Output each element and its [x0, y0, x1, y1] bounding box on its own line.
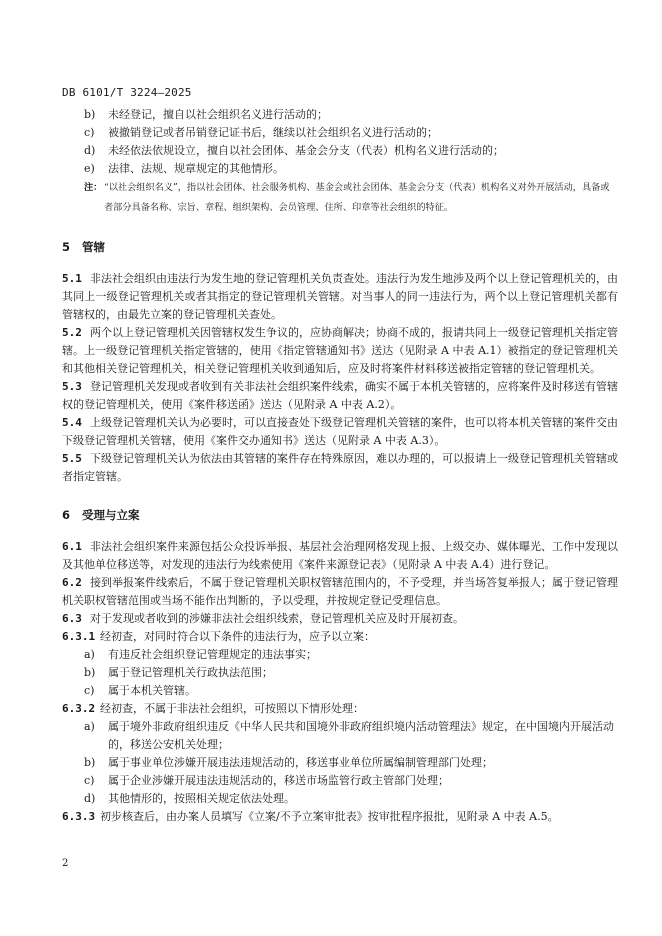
page-content — [62, 106, 618, 826]
list-item — [84, 682, 618, 700]
list-text: 未经依法依规设立，擅自以社会团体、基金会分支（代表）机构名义进行活动的； — [108, 144, 504, 157]
clause-number: 5.3 — [62, 380, 82, 393]
list-text: 法律、法规、规章规定的其他情形。 — [108, 162, 284, 175]
clause — [62, 324, 618, 378]
section-title: 受理与立案 — [82, 508, 140, 522]
clause-number: 6.3.2 — [62, 702, 96, 715]
clause — [62, 610, 618, 628]
clause-text: 经初查，对同时符合以下条件的违法行为，应予以立案： — [100, 630, 375, 643]
list-marker: e) — [84, 162, 95, 175]
list-text: 属于企业涉嫌开展违法违规活动的，移送市场监管行政主管部门处理； — [108, 774, 449, 787]
clause-number: 6.3.1 — [62, 630, 96, 643]
list-text: 被撤销登记或者吊销登记证书后，继续以社会组织名义进行活动的； — [108, 126, 438, 139]
section-number: 6 — [62, 508, 71, 522]
list-marker: b) — [84, 756, 96, 769]
clause-text: 初步核查后，由办案人员填写《立案/不予立案审批表》按审批程序报批，见附录 A 中表 A.5。 — [100, 810, 559, 823]
clause — [62, 450, 618, 486]
list-text: 属于境外非政府组织违反《中华人民共和国境外非政府组织境内活动管理法》规定，在中国境内开展活动的，移送公安机关处理； — [108, 720, 614, 751]
subclause — [62, 808, 618, 826]
clause-number: 5.5 — [62, 452, 82, 465]
list-marker: b) — [84, 666, 96, 679]
list-item — [84, 124, 618, 142]
clause-text: 非法社会组织案件来源包括公众投诉举报、基层社会治理网格发现上报、上级交办、媒体曝光、工作中发现以及其他单位移送等，对发现的违法行为线索使用《案件来源登记表》（见附录 A 中表 A.4）进行登记。 — [62, 540, 618, 571]
section-heading — [62, 506, 618, 524]
clause — [62, 574, 618, 610]
list-marker: a) — [84, 720, 95, 733]
note-label: 注： — [84, 182, 103, 193]
clause-number: 5.2 — [62, 326, 82, 339]
clause-text: 经初查，不属于非法社会组织，可按照以下情形处理： — [100, 702, 364, 715]
clause-text: 非法社会组织由违法行为发生地的登记管理机关负责查处。违法行为发生地涉及两个以上登记管理机关的，由其同上一级登记管理机关或者其指定的登记管理机关管辖。对当事人的同一违法行为，两个以上登记管理机关都有管辖权的，由最先立案的登记管理机关查处。 — [62, 272, 618, 321]
clause — [62, 538, 618, 574]
clause-number: 6.3.3 — [62, 810, 96, 823]
clause-text: 上级登记管理机关认为必要时，可以直接查处下级登记管理机关管辖的案件，也可以将本机关管辖的案件交由下级登记管理机关管辖，使用《案件交办通知书》送达（见附录 A 中表 A.3）。 — [62, 416, 618, 447]
list-marker: c) — [84, 774, 95, 787]
list-text: 属于本机关管辖。 — [108, 684, 196, 697]
list-text: 其他情形的，按照相关规定依法处理。 — [108, 792, 295, 805]
list-item — [84, 790, 618, 808]
clause-text: 登记管理机关发现或者收到有关非法社会组织案件线索，确实不属于本机关管辖的，应将案件及时移送有管辖权的登记管理机关，使用《案件移送函》送达（见附录 A 中表 A.2）。 — [62, 380, 618, 411]
clause-text: 下级登记管理机关认为依法由其管辖的案件存在特殊原因，难以办理的，可以报请上一级登记管理机关管辖或者指定管辖。 — [62, 452, 618, 483]
subclause — [62, 628, 618, 646]
list-item — [84, 664, 618, 682]
list-marker: c) — [84, 126, 95, 139]
clause-number: 5.1 — [62, 272, 82, 285]
list-item — [84, 160, 618, 178]
list-text: 属于登记管理机关行政执法范围； — [108, 666, 273, 679]
document-id: DB 6101/T 3224—2025 — [62, 86, 192, 99]
list-item — [84, 646, 618, 664]
note — [84, 178, 618, 218]
clause-number: 5.4 — [62, 416, 82, 429]
list-text: 有违反社会组织登记管理规定的违法事实； — [108, 648, 317, 661]
list-text: 属于事业单位涉嫌开展违法违规活动的，移送事业单位所属编制管理部门处理； — [108, 756, 493, 769]
page-number: 2 — [62, 858, 69, 869]
clause-number: 6.2 — [62, 576, 82, 589]
clause — [62, 270, 618, 324]
list-marker: c) — [84, 684, 95, 697]
list-item — [84, 142, 618, 160]
list-marker: d) — [84, 792, 96, 805]
list-item — [84, 754, 618, 772]
clause-text: 接到举报案件线索后，不属于登记管理机关职权管辖范围内的，不予受理，并当场答复举报人；属于登记管理机关职权管辖范围或当场不能作出判断的，予以受理，并按规定登记受理信息。 — [62, 576, 618, 607]
clause-text: 两个以上登记管理机关因管辖权发生争议的，应协商解决；协商不成的，报请共同上一级登记管理机关指定管辖。上一级登记管理机关指定管辖的，使用《指定管辖通知书》送达（见附录 A 中表 A.1）被指定的登记管理机关和其他相关登记管理机关，相关登记管理机关收到通知后，应及时将案件材料移送被指定管辖的登记管理机关。 — [62, 326, 618, 375]
clause-number: 6.3 — [62, 612, 82, 625]
list-item — [84, 718, 618, 754]
list-marker: b) — [84, 108, 96, 121]
list-text: 未经登记，擅自以社会组织名义进行活动的； — [108, 108, 328, 121]
clause-number: 6.1 — [62, 540, 82, 553]
clause-text: 对于发现或者收到的涉嫌非法社会组织线索，登记管理机关应及时开展初查。 — [90, 612, 464, 625]
list-marker: a) — [84, 648, 95, 661]
clause — [62, 414, 618, 450]
list-item — [84, 772, 618, 790]
subclause — [62, 700, 618, 718]
section-title: 管辖 — [82, 240, 105, 254]
list-item — [84, 106, 618, 124]
section-heading — [62, 238, 618, 256]
note-text: “以社会组织名义”，指以社会团体、社会服务机构、基金会或社会团体、基金会分支（代表）机构名义对外开展活动，具备或者部分具备名称、宗旨、章程、组织架构、会员管理、住所、印章等社会组织的特征。 — [104, 182, 610, 213]
clause — [62, 378, 618, 414]
list-marker: d) — [84, 144, 96, 157]
section-number: 5 — [62, 240, 71, 254]
